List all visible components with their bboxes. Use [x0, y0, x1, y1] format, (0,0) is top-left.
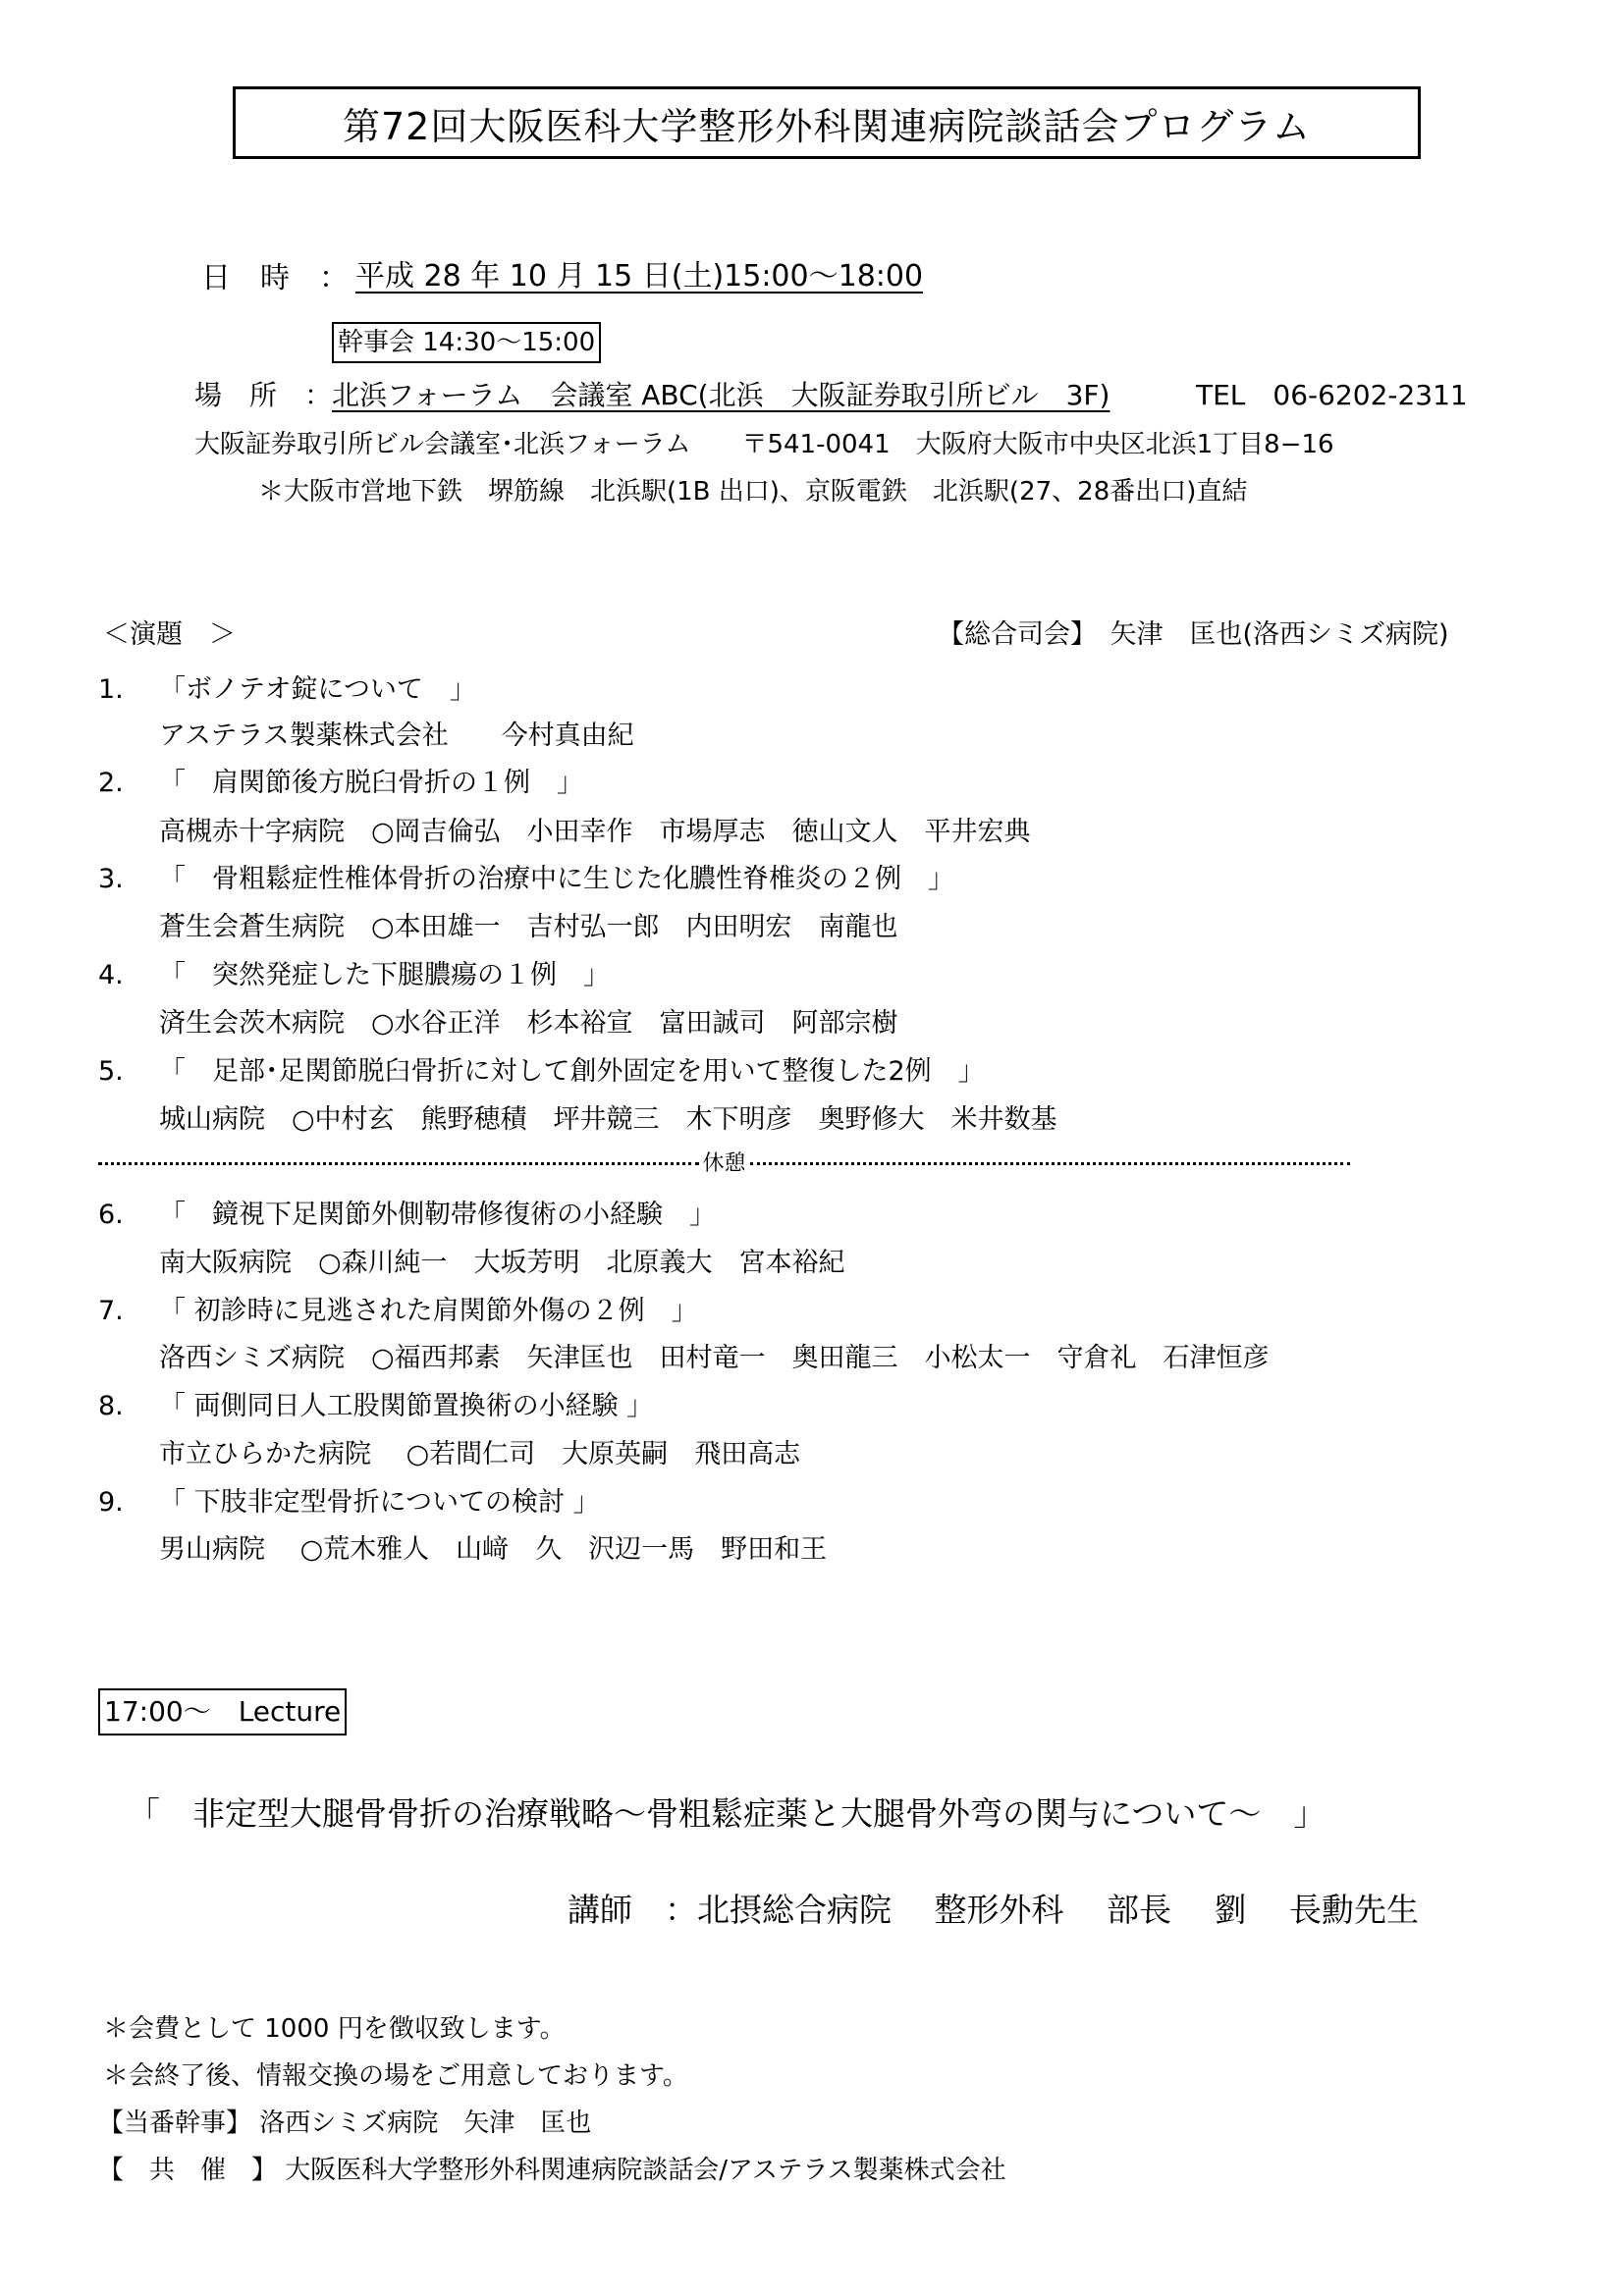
address-line: 大阪証券取引所ビル会議室･北浜フォーラム 〒541-0041 大阪府大阪市中央区北浜1丁目8−16: [194, 430, 1334, 459]
presentation-authors-1: アステラス製薬株式会社 今村真由紀: [159, 721, 634, 751]
note-fee: ＊会費として 1000 円を徴収致します。: [103, 2014, 566, 2044]
topics-heading: ＜演題 ＞: [103, 619, 236, 650]
presentation-number: 1.: [98, 674, 124, 705]
place-value: 北浜フォーラム 会議室 ABC(北浜 大阪証券取引所ビル 3F): [332, 379, 1110, 411]
presentation-title-text: 「 両側同日人工股関節置換術の小経験 」: [159, 1391, 654, 1421]
presentation-authors-6: 南大阪病院 ○森川純一 大坂芳明 北原義大 宮本裕紀: [159, 1248, 845, 1278]
presentation-number: 4.: [98, 960, 124, 990]
presentation-title-text: 「 鏡視下足関節外側靭帯修復術の小経験 」: [159, 1200, 716, 1230]
presentation-title-text: 「 骨粗鬆症性椎体骨折の治療中に生じた化膿性脊椎炎の２例 」: [159, 864, 954, 894]
presentation-authors-2: 高槻赤十字病院 ○岡吉倫弘 小田幸作 市場厚志 徳山文人 平井宏典: [159, 817, 1031, 847]
lecture-speaker: 講師 ：北摂総合病院 整形外科 部長 劉 長勳先生: [568, 1891, 1419, 1929]
presentation-authors-4: 済生会茨木病院 ○水谷正洋 杉本裕宣 富田誠司 阿部宗樹: [159, 1008, 898, 1039]
place-tel: TEL 06-6202-2311: [1196, 379, 1468, 411]
presentation-authors-9: 男山病院 ○荒木雅人 山﨑 久 沢辺一馬 野田和王: [159, 1534, 828, 1565]
chair-line: 【総合司会】 矢津 匡也(洛西シミズ病院): [938, 619, 1449, 650]
note-networking: ＊会終了後、情報交換の場をご用意しております。: [103, 2061, 688, 2091]
presentation-number: 7.: [98, 1296, 124, 1326]
kanjikai-box: 幹事会 14:30～15:00: [332, 322, 601, 363]
note-host: 【当番幹事】 洛西シミズ病院 矢津 匡也: [98, 2109, 592, 2138]
lecture-title: 「 非定型大腿骨骨折の治療戦略～骨粗鬆症薬と大腿骨外弯の関与について～ 」: [128, 1794, 1326, 1833]
dotted-rule-left: [98, 1162, 699, 1165]
presentation-number: 6.: [98, 1200, 124, 1230]
page-title: 第72回大阪医科大学整形外科関連病院談話会プログラム: [233, 86, 1421, 159]
presentation-authors-5: 城山病院 ○中村玄 熊野穂積 坪井競三 木下明彦 奥野修大 米井数基: [159, 1104, 1057, 1135]
presentation-number: 5.: [98, 1056, 124, 1087]
datetime-value: 平成 28 年 10 月 15 日(土)15:00～18:00: [355, 259, 924, 294]
presentation-title-1: [98, 667, 476, 706]
presentation-title-text: 「 初診時に見逃された肩関節外傷の２例 」: [159, 1296, 698, 1326]
note-cosponsor: 【 共 催 】 大阪医科大学整形外科関連病院談話会/アステラス製薬株式会社: [98, 2156, 1006, 2185]
presentation-title-text: 「 足部･足関節脱臼骨折に対して創外固定を用いて整復した2例 」: [159, 1056, 985, 1087]
presentation-title-text: 「 突然発症した下腿膿瘍の１例 」: [159, 960, 610, 990]
access-line: ＊大阪市営地下鉄 堺筋線 北浜駅(1B 出口)、京阪電鉄 北浜駅(27、28番出口)直結: [258, 477, 1248, 507]
presentation-number: 2.: [98, 768, 124, 798]
presentation-title-text: 「 肩関節後方脱臼骨折の１例 」: [159, 768, 583, 798]
presentation-title-text: 「 下肢非定型骨折についての検討 」: [159, 1487, 600, 1518]
presentation-title-3: [98, 857, 954, 895]
presentation-title-5: [98, 1049, 985, 1088]
presentation-number: 9.: [98, 1487, 124, 1518]
presentation-title-4: [98, 953, 610, 991]
break-divider: [98, 1150, 1350, 1176]
presentation-number: 8.: [98, 1391, 124, 1421]
presentation-title-7: [98, 1289, 698, 1327]
place-label: 場 所 ：: [194, 379, 333, 411]
presentation-number: 3.: [98, 864, 124, 894]
break-label: 休憩: [702, 1150, 746, 1176]
presentation-authors-7: 洛西シミズ病院 ○福西邦素 矢津匡也 田村竜一 奥田龍三 小松太一 守倉礼 石津恒彦: [159, 1343, 1270, 1373]
presentation-title-2: [98, 761, 583, 799]
dotted-rule-right: [750, 1162, 1351, 1165]
presentation-title-9: [98, 1480, 600, 1519]
presentation-title-text: 「ボノテオ錠について 」: [159, 674, 476, 705]
datetime-label: 日 時 ：: [201, 261, 349, 295]
presentation-title-6: [98, 1193, 716, 1231]
presentation-authors-3: 蒼生会蒼生病院 ○本田雄一 吉村弘一郎 内田明宏 南龍也: [159, 912, 898, 942]
lecture-time-box: 17:00～ Lecture: [98, 1688, 347, 1735]
presentation-title-8: [98, 1384, 653, 1422]
presentation-authors-8: 市立ひらかた病院 ○若間仁司 大原英嗣 飛田高志: [159, 1439, 801, 1469]
